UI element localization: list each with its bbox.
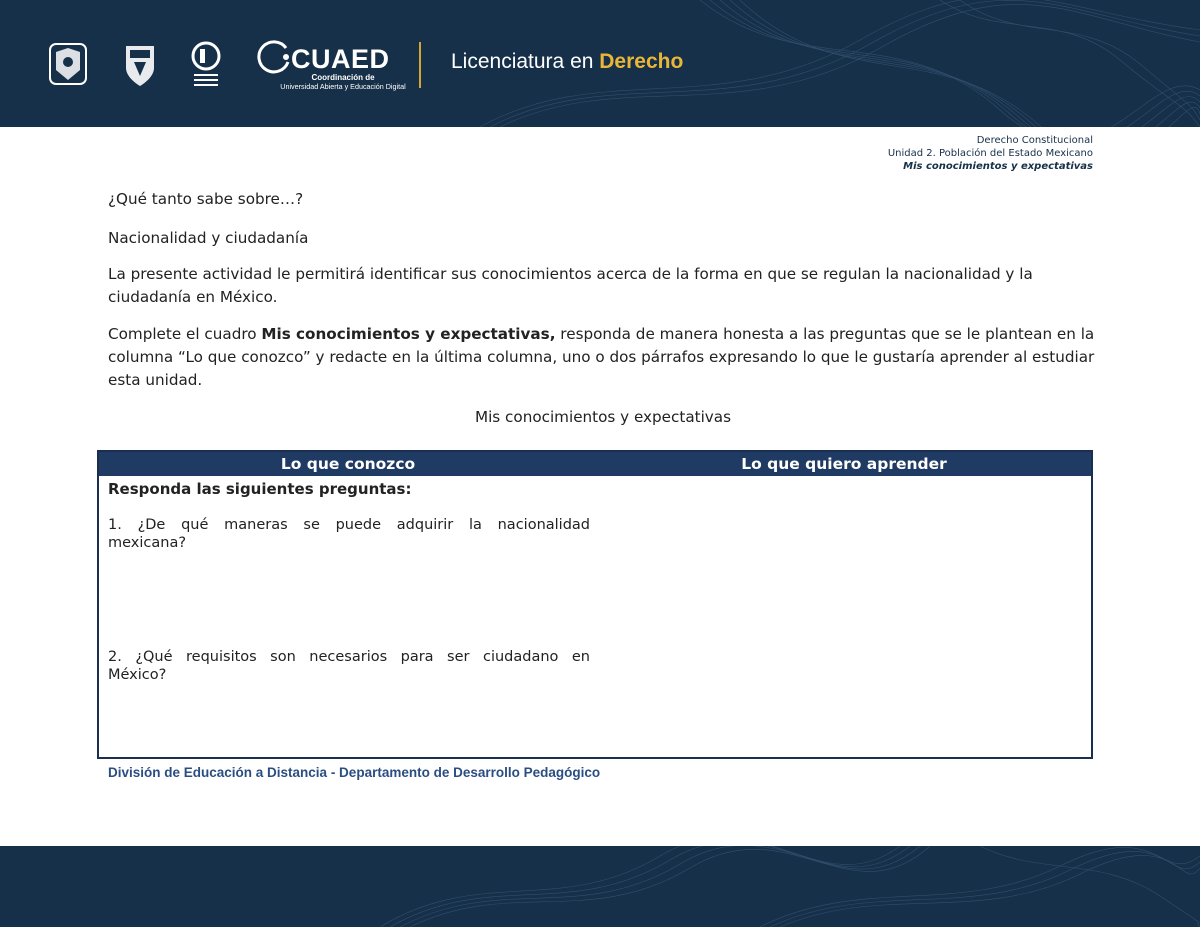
table-body[interactable] [99,476,1091,684]
meta-unit: Unidad 2. Población del Estado Mexicano [887,148,1093,159]
wave-pattern-bottom [0,846,1200,927]
program-title [451,50,683,74]
program-prefix: Licenciatura en [451,50,600,73]
header-banner [0,0,1200,127]
program-accent: Derecho [599,50,684,73]
cuaed-coord: Coordinación de [311,73,375,82]
footer-banner [0,846,1200,927]
question-2: 2. ¿Qué requisitos son necesarios para ser ciudadano en México? [108,649,590,683]
cuaed-desc: Universidad Abierta y Educación Digital [280,82,406,91]
instructions-paragraph [108,323,1098,392]
table-header [99,452,1091,476]
cuaed-subtitle [258,73,428,91]
instructions-bold: Mis conocimientos y expectativas, [261,325,556,343]
column-header-know: Lo que conozco [280,455,416,473]
cuaed-wordmark: CUAED [291,44,390,74]
expectations-table [97,450,1093,759]
table-title: Mis conocimientos y expectativas [474,408,732,426]
unam-seal-icon [46,40,90,88]
cuaed-logo-icon [256,40,292,76]
instructions-prefix: Complete el cuadro [108,325,262,343]
footer-department: División de Educación a Distancia - Departamento de Desarrollo Pedagógico [108,765,601,780]
meta-activity: Mis conocimientos y expectativas [903,161,1093,172]
header-divider [419,42,421,88]
column-header-learn: Lo que quiero aprender [741,455,947,473]
intro-paragraph: La presente actividad le permitirá identificar sus conocimientos acerca de la forma en que se regulan la nacionalidad y la ciudadanía en México. [108,265,1033,306]
suayed-logo-icon [188,40,224,90]
table-instruction: Responda las siguientes preguntas: [108,480,412,498]
question-1: 1. ¿De qué maneras se puede adquirir la nacionalidad mexicana? [108,517,590,551]
main-content [108,188,1098,429]
meta-subject: Derecho Constitucional [976,135,1093,146]
document-meta [888,134,1093,173]
instructions-suffix: responda de manera honesta a las preguntas que se le plantean en la columna “Lo que conozco” y redacte en la última columna, uno o dos párrafos expresando lo que le gustaría aprender al estudiar esta unidad. [108,325,1095,389]
subtitle: Nacionalidad y ciudadanía [108,229,309,247]
question-title: ¿Qué tanto sabe sobre…? [108,190,304,208]
faculty-shield-icon [122,40,158,88]
